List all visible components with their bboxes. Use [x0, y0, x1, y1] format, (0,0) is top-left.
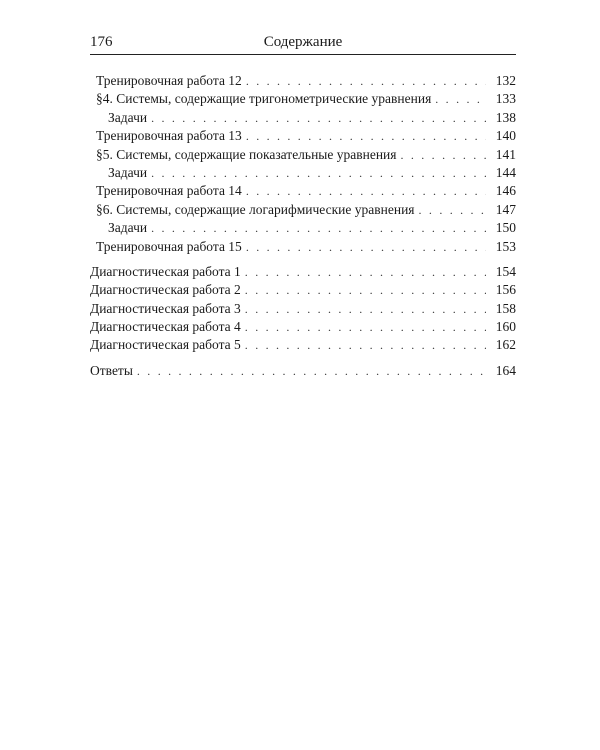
toc-entry[interactable] — [90, 146, 516, 164]
dot-leader — [246, 182, 486, 200]
toc-entry-page: 158 — [495, 300, 516, 316]
toc-entry[interactable] — [90, 318, 516, 336]
toc-entry-label: Задачи — [108, 220, 148, 236]
toc-entry-label: Задачи — [108, 109, 148, 125]
toc-entry-label: Тренировочная работа 12 — [96, 73, 242, 88]
toc-entry-label: Ответы — [90, 362, 133, 378]
toc-entry[interactable] — [90, 300, 516, 318]
toc-group-answers — [90, 362, 516, 380]
toc-entry-label: Задачи — [108, 164, 148, 180]
toc-entry-page: 154 — [495, 263, 516, 279]
toc-entry-label: Тренировочная работа 14 — [96, 183, 242, 199]
toc-entry-label: Диагностическая работа 1 — [90, 263, 241, 279]
toc-entry[interactable] — [90, 263, 516, 281]
dot-leader — [137, 362, 486, 380]
toc-entry-page: 144 — [495, 164, 516, 180]
toc-entry[interactable] — [90, 90, 516, 108]
dot-leader — [246, 238, 486, 256]
toc-entry[interactable] — [90, 127, 516, 145]
toc-entry-page: 141 — [495, 146, 516, 162]
toc-entry-page: 133 — [495, 91, 516, 107]
toc-entry-label: Диагностическая работа 4 — [90, 319, 241, 335]
toc-entry-label: Тренировочная работа 13 — [96, 128, 242, 144]
dot-leader — [245, 318, 486, 336]
toc-entry-page: 160 — [495, 319, 516, 335]
toc-entry-page: 138 — [495, 109, 516, 125]
dot-leader — [246, 127, 486, 145]
dot-leader — [419, 201, 486, 219]
toc-entry[interactable] — [90, 238, 516, 256]
toc-entry[interactable] — [90, 109, 516, 127]
dot-leader — [245, 336, 486, 354]
toc-entry[interactable] — [90, 362, 516, 380]
toc-entry-label: Диагностическая работа 5 — [90, 337, 241, 353]
dot-leader — [245, 300, 486, 318]
dot-leader — [435, 90, 486, 108]
toc-entry[interactable] — [90, 164, 516, 182]
toc-entry-page: 150 — [495, 220, 516, 236]
toc-entry-label: §6. Системы, содержащие логарифмические уравнения — [96, 201, 415, 217]
toc-entry-page: 146 — [495, 183, 516, 199]
toc-entry-page: 164 — [495, 362, 516, 378]
toc-group-sections — [90, 72, 516, 256]
dot-leader — [151, 164, 486, 182]
dot-leader — [400, 146, 486, 164]
toc-entry[interactable] — [90, 72, 516, 90]
toc-group-diagnostics — [90, 263, 516, 355]
dot-leader — [245, 263, 486, 281]
toc-entry-label: Диагностическая работа 2 — [90, 282, 241, 298]
toc-entry-label: §5. Системы, содержащие показательные уравнения — [96, 146, 397, 162]
toc-entry[interactable] — [90, 281, 516, 299]
toc-entry[interactable] — [90, 219, 516, 237]
toc-entry-page: 162 — [495, 337, 516, 353]
toc-entry-label: Диагностическая работа 3 — [90, 300, 241, 316]
dot-leader — [151, 219, 486, 237]
running-head — [90, 34, 516, 55]
toc-entry[interactable] — [90, 201, 516, 219]
running-title: Содержание — [263, 34, 343, 50]
toc-entry-label: Тренировочная работа 15 — [96, 238, 242, 254]
table-of-contents — [90, 72, 516, 380]
toc-entry-page: 156 — [495, 282, 516, 298]
dot-leader — [151, 109, 486, 127]
dot-leader — [246, 72, 486, 90]
toc-entry[interactable] — [90, 182, 516, 200]
toc-entry-label: §4. Системы, содержащие тригонометрические уравнения — [96, 91, 432, 107]
toc-entry[interactable] — [90, 336, 516, 354]
toc-entry-page: 132 — [495, 73, 516, 88]
toc-entry-page: 140 — [495, 128, 516, 144]
toc-entry-page: 147 — [495, 201, 516, 217]
toc-entry-page: 153 — [495, 238, 516, 254]
dot-leader — [245, 281, 486, 299]
page-number: 176 — [90, 34, 113, 50]
